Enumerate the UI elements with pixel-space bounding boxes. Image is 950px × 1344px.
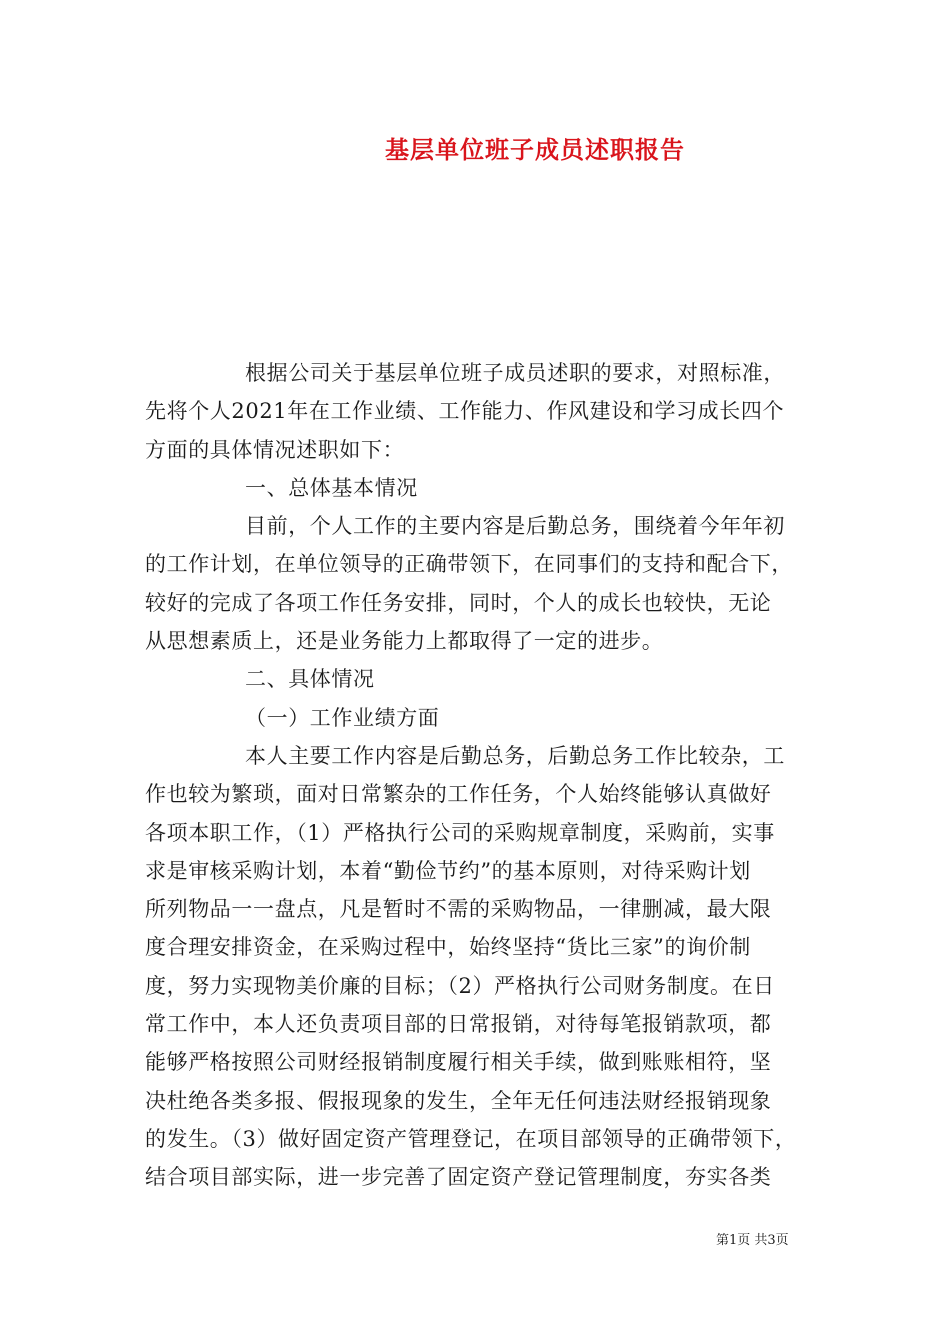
body-line: 结合项目部实际，进一步完善了固定资产登记管理制度，夯实各类 — [145, 1165, 772, 1190]
document-body — [145, 354, 809, 1197]
body-line: 常工作中，本人还负责项目部的日常报销，对待每笔报销款项，都 — [145, 1012, 772, 1037]
body-line: 各项本职工作，（1）严格执行公司的采购规章制度，采购前，实事 — [145, 820, 775, 845]
body-line: 的发生。（3）做好固定资产管理登记，在项目部领导的正确带领下， — [145, 1126, 797, 1151]
body-line: 求是审核采购计划，本着“勤俭节约”的基本原则，对待采购计划 — [145, 858, 751, 883]
body-line: 决杜绝各类多报、假报现象的发生，全年无任何违法财经报销现象 — [145, 1088, 772, 1113]
body-line: 从思想素质上，还是业务能力上都取得了一定的进步。 — [145, 629, 664, 654]
body-line: 根据公司关于基层单位班子成员述职的要求，对照标准， — [245, 361, 785, 385]
body-line: 的工作计划，在单位领导的正确带领下，在同事们的支持和配合下， — [145, 552, 793, 577]
body-line: 目前，个人工作的主要内容是后勤总务，围绕着今年年初 — [245, 514, 785, 539]
body-line: 所列物品一一盘点，凡是暂时不需的采购物品，一律删减，最大限 — [145, 897, 772, 922]
body-line: 能够严格按照公司财经报销制度履行相关手续，做到账账相符，坚 — [145, 1050, 772, 1075]
page-number: 第1页 共3页 — [716, 1233, 789, 1248]
body-line: 作也较为繁琐，面对日常繁杂的工作任务，个人始终能够认真做好 — [145, 782, 772, 807]
body-line: （一）工作业绩方面 — [245, 705, 440, 730]
document-title: 基层单位班子成员述职报告 — [385, 135, 685, 164]
body-line: 本人主要工作内容是后勤总务，后勤总务工作比较杂，工 — [245, 743, 785, 768]
body-line: 较好的完成了各项工作任务安排，同时，个人的成长也较快，无论 — [145, 590, 772, 615]
body-line: 度，努力实现物美价廉的目标；（2）严格执行公司财务制度。在日 — [145, 973, 775, 998]
body-line: 方面的具体情况述职如下： — [145, 437, 405, 462]
body-line: 一、总体基本情况 — [245, 475, 418, 500]
body-line: 度合理安排资金，在采购过程中，始终坚持“货比三家”的询价制 — [145, 935, 751, 960]
body-line: 二、具体情况 — [245, 667, 375, 692]
body-line: 先将个人2021年在工作业绩、工作能力、作风建设和学习成长四个 — [145, 399, 785, 424]
